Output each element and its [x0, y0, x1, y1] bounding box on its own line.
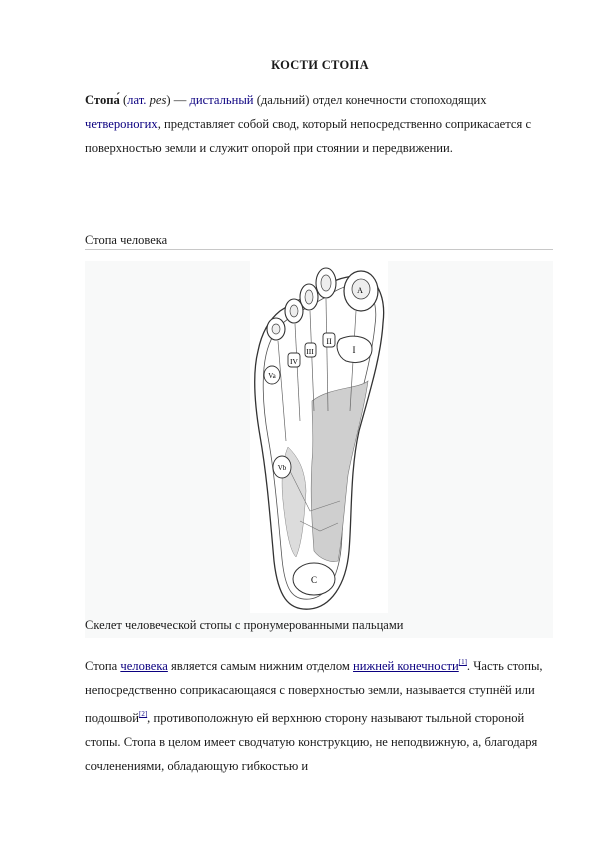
section-divider: [85, 249, 553, 250]
label-Va: Va: [268, 372, 276, 380]
reference-2-link[interactable]: [2]: [138, 710, 148, 718]
section-heading: Стопа человека: [85, 233, 168, 247]
page-title: КОСТИ СТОПА: [271, 58, 369, 72]
distal-link[interactable]: дистальный: [189, 93, 254, 107]
text-span: , противоположную ей верхнюю сторону называют тыльной стороной стопы. Стопа в целом имеет сводчатую конструкцию, не неподвижную, а, благодаря сочленениями, обладающую гибкостью и: [85, 711, 538, 773]
text-span: . Часть стопы, непосредственно соприкасающаяся с поверхностью земли, называется ступнёй или подошвой: [85, 659, 543, 725]
lower-limb-link[interactable]: нижней конечности: [353, 659, 459, 673]
reference-1-link[interactable]: [1]: [458, 658, 467, 666]
foot-skeleton-image: [250, 261, 388, 613]
intro-paragraph: [85, 88, 555, 160]
text-span: является самым нижним отделом: [167, 659, 354, 673]
text-span: (дальний) отдел конечности стопоходящих: [253, 93, 487, 107]
text-span: , представляет собой свод, который непосредственно соприкасается с поверхностью земли и служит опорой при стоянии и передвижении.: [85, 117, 532, 155]
text-span: Стопа: [85, 659, 121, 673]
text-span: (: [119, 93, 128, 107]
figure-box: [85, 261, 553, 638]
label-IV: IV: [290, 357, 298, 366]
label-III: III: [306, 347, 314, 356]
latin-word: pes: [149, 93, 167, 107]
term-bold: Стопа́: [85, 93, 120, 107]
label-Vb: Vb: [277, 464, 287, 472]
label-II: II: [326, 337, 332, 346]
text-span: ) —: [166, 93, 190, 107]
latin-link[interactable]: лат.: [127, 93, 147, 107]
human-link[interactable]: человека: [120, 659, 168, 673]
label-C: C: [310, 575, 318, 585]
body-paragraph: [85, 650, 555, 778]
label-I: I: [352, 345, 356, 355]
label-A: A: [357, 286, 363, 295]
tetrapods-link[interactable]: четвероногих: [85, 117, 158, 131]
figure-caption: Скелет человеческой стопы с пронумерованными пальцами: [85, 618, 404, 632]
